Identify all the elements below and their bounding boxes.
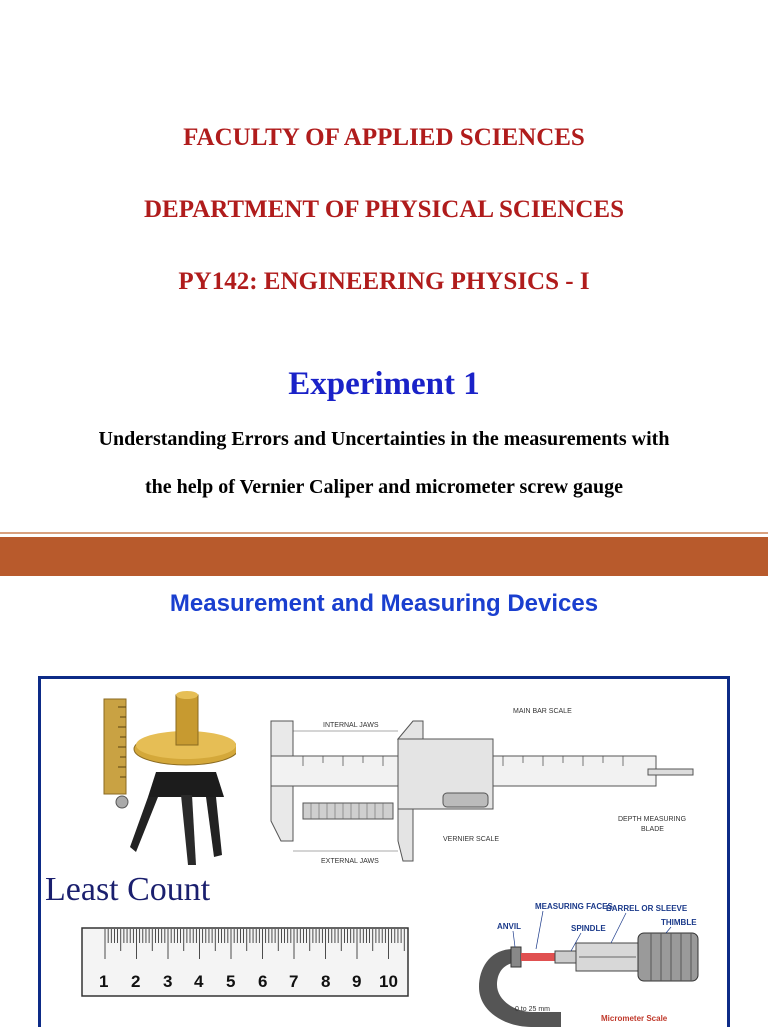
ruler-number: 10 xyxy=(379,972,398,991)
label-vernier-scale: VERNIER SCALE xyxy=(443,836,500,843)
ruler-number: 4 xyxy=(194,972,204,991)
course-heading: PY142: ENGINEERING PHYSICS - I xyxy=(178,268,590,295)
label-spindle: SPINDLE xyxy=(571,924,606,933)
subtitle-line-2: the help of Vernier Caliper and micrometer screw gauge xyxy=(144,476,624,498)
faculty-heading: FACULTY OF APPLIED SCIENCES xyxy=(183,124,585,151)
label-anvil: ANVIL xyxy=(497,922,521,931)
micrometer-diagram xyxy=(451,887,721,1027)
department-heading: DEPARTMENT OF PHYSICAL SCIENCES xyxy=(144,196,624,223)
ruler-diagram xyxy=(81,927,411,999)
label-measuring-faces: MEASURING FACES xyxy=(535,902,613,911)
label-thimble: THIMBLE xyxy=(661,918,697,927)
ruler-number: 8 xyxy=(321,972,331,991)
subtitle-line-1: Understanding Errors and Uncertainties in the measurements with xyxy=(98,428,670,450)
ruler-number: 7 xyxy=(289,972,299,991)
spherometer-image xyxy=(96,687,236,867)
divider-band xyxy=(0,537,768,576)
label-depth-blade-2: BLADE xyxy=(641,826,664,833)
vernier-caliper-diagram xyxy=(263,701,703,871)
ruler-number: 5 xyxy=(226,972,236,991)
label-micrometer-scale: Micrometer Scale xyxy=(601,1014,668,1023)
ruler-number: 9 xyxy=(352,972,362,991)
label-external-jaws: EXTERNAL JAWS xyxy=(321,858,379,865)
label-main-bar-scale: MAIN BAR SCALE xyxy=(513,708,572,715)
experiment-title: Experiment 1 xyxy=(288,366,480,402)
measuring-devices-figure xyxy=(38,676,730,1027)
label-depth-blade-1: DEPTH MEASURING xyxy=(618,816,687,823)
ruler-number: 1 xyxy=(99,972,109,991)
ruler-number: 3 xyxy=(163,972,173,991)
least-count-heading: Least Count xyxy=(45,871,211,908)
ruler-number: 2 xyxy=(131,972,141,991)
label-range: 0 to 25 mm xyxy=(515,1006,551,1013)
ruler-number: 6 xyxy=(258,972,268,991)
slide2-title: Measurement and Measuring Devices xyxy=(169,590,599,617)
label-internal-jaws: INTERNAL JAWS xyxy=(323,722,379,729)
label-barrel: BARREL OR SLEEVE xyxy=(606,904,688,913)
divider-line xyxy=(0,532,768,534)
